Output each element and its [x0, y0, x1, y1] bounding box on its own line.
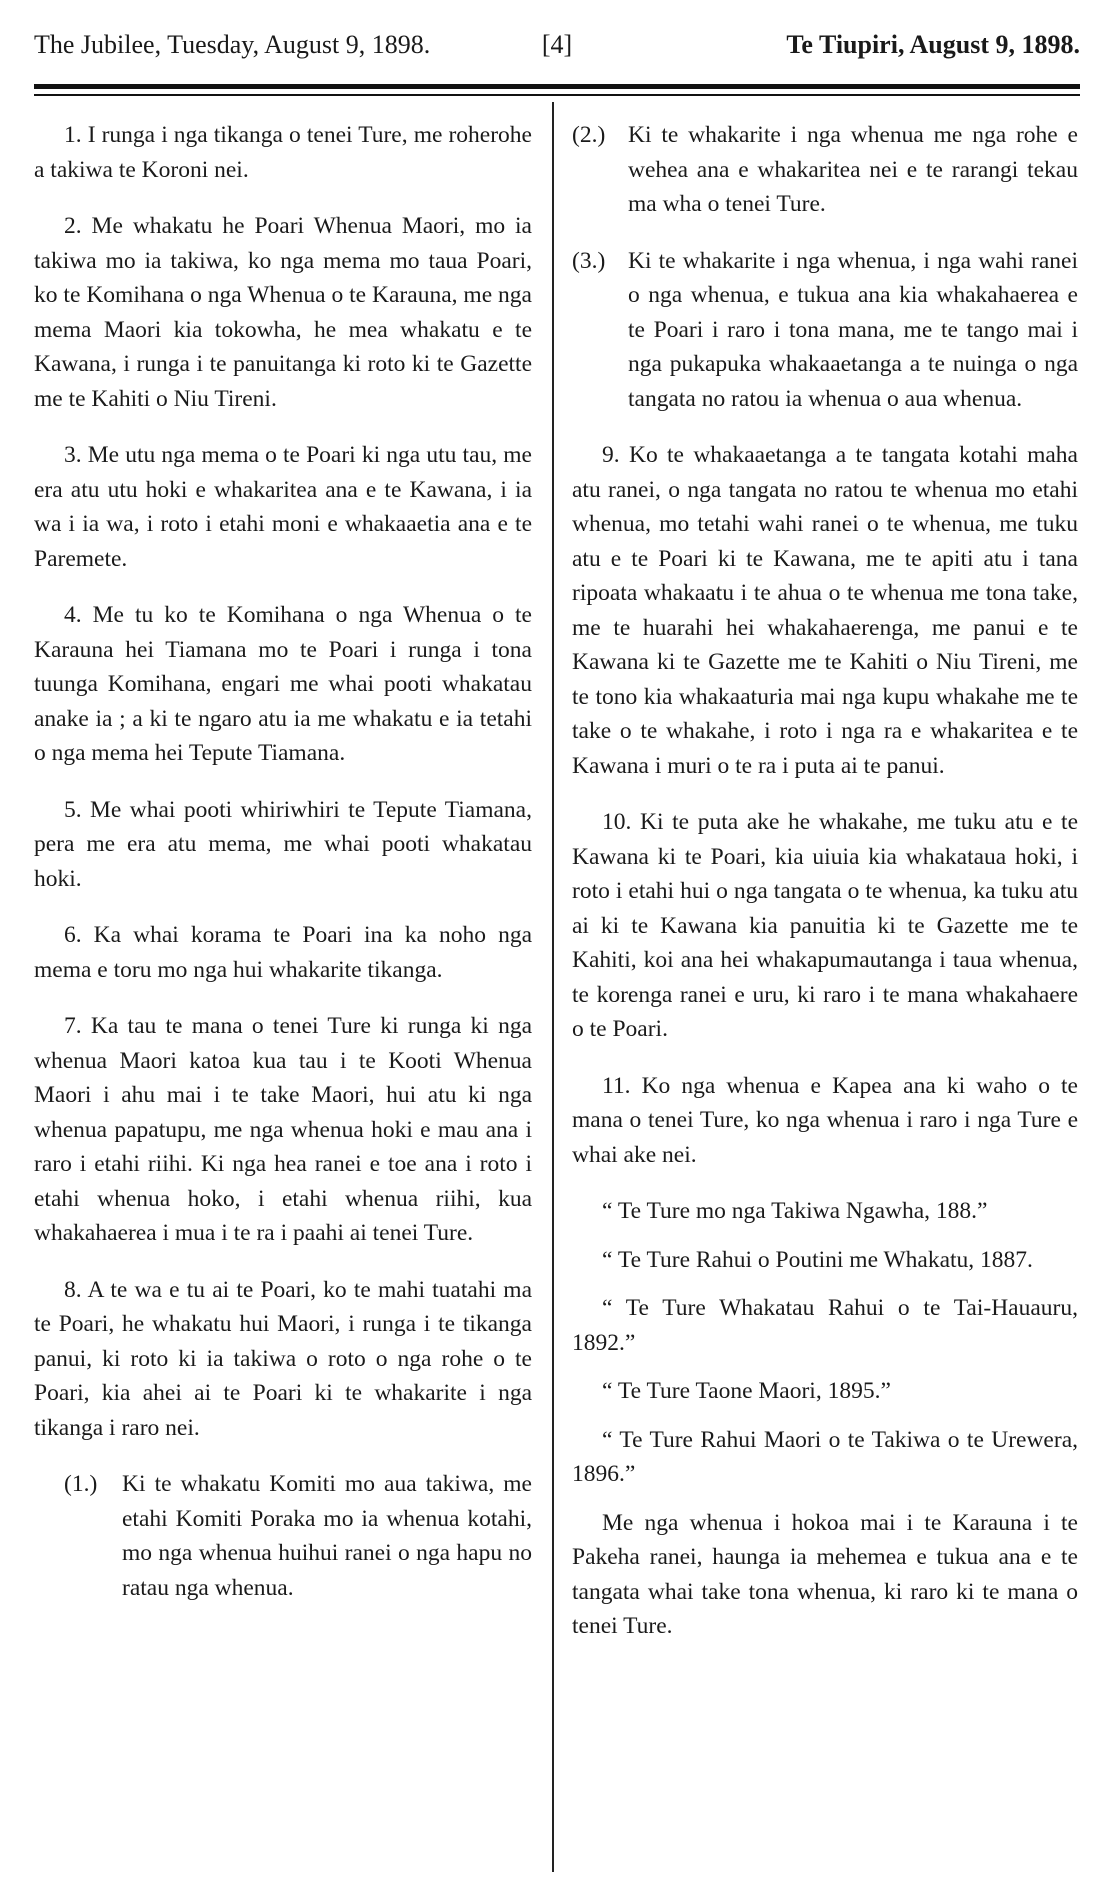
clause-3: 3. Me utu nga mema o te Poari ki nga utu tau, me era atu utu hoki e whakaritea ana e te Kawana, i ia wa i ia wa, i roto i etahi moni e whakaaetia ana e te Paremete.: [34, 442, 532, 572]
clause-7: 7. Ka tau te mana o tenei Ture ki runga ki nga whenua Maori katoa kua tau i te Kooti Whenua Maori i ahu mai i te take Maori, hui atu ki nga whenua papatupu, me nga whenua hoki e mau ana i raro i etahi riihi. Ki nga hea ranei e toe ana i roto i etahi whenua hoko, i etahi whenua riihi, kua whakahaerea i mua i te ra i paahi ai tenei Ture.: [34, 1013, 532, 1246]
quote-4: “ Te Ture Taone Maori, 1895.”: [602, 1378, 891, 1404]
right-column: [572, 118, 1078, 1666]
quote-5: “ Te Ture Rahui Maori o te Takiwa o te Urewera, 1896.”: [572, 1426, 1078, 1487]
quote-1: “ Te Ture mo nga Takiwa Ngawha, 188.”: [602, 1198, 988, 1224]
subclause-number: (1.): [64, 1471, 98, 1497]
clause-5: 5. Me whai pooti whiriwhiri te Tepute Tiamana, pera me era atu mema, me whai pooti whakatau hoki.: [34, 796, 532, 892]
closing-paragraph: Me nga whenua i hokoa mai i te Karauna i te Pakeha ranei, haunga ia mehemea e tukua ana e te tangata whai take tona whenua, ki raro ki te mana o tenei Ture.: [572, 1509, 1078, 1639]
header-rule-thick: [34, 84, 1080, 89]
subclause-text: Ki te whakatu Komiti mo aua takiwa, me etahi Komiti Poraka mo ia whenua kotahi, mo nga whenua huihui ranei o nga hapu no ratau nga whenua.: [122, 1471, 532, 1601]
left-column: [34, 118, 532, 1627]
quote-2: “ Te Ture Rahui o Poutini me Whakatu, 1887.: [602, 1246, 1033, 1273]
subclause-number: (3.): [572, 247, 606, 274]
clause-11: 11. Ko nga whenua e Kapea ana ki waho o te mana o tenei Ture, ko nga whenua i raro i nga Ture e whai ake nei.: [572, 1072, 1078, 1168]
header-right-title: Te Tiupiri, August 9, 1898.: [786, 30, 1080, 59]
header-left-title: The Jubilee, Tuesday, August 9, 1898.: [34, 30, 431, 59]
subclause-3: [572, 244, 1078, 417]
subclause-text: Ki te whakarite i nga whenua, i nga wahi ranei o nga whenua, e tukua ana kia whakahaerea e te Poari i raro i tona mana, me te tango mai i nga pukapuka whakaaetanga a te nuinga o nga tangata no ratou ia whenua o aua whenua.: [628, 247, 1078, 412]
clause-1: 1. I runga i nga tikanga o tenei Ture, me roherohe a takiwa te Koroni nei.: [34, 122, 532, 183]
clause-10: 10. Ki te puta ake he whakahe, me tuku atu e te Kawana ki te Poari, kia uiuia kia whakataua hoki, i roto i etahi hui o nga tangata o te whenua, ka tuku atu ai ki te Kawana kia panuitia ki te Gazette me te Kahiti, koi ana hei whakapumautanga i taua whenua, te korenga ranei e uru, ki raro i te mana whakahaere o te Poari.: [572, 809, 1078, 1042]
header-rule-thin: [34, 94, 1080, 96]
subclause-1: [64, 1467, 532, 1605]
page-number: [4]: [541, 30, 573, 59]
subclause-2: [572, 118, 1078, 222]
clause-8: 8. A te wa e tu ai te Poari, ko te mahi tuatahi ma te Poari, he whakatu hui Maori, i runga i te tikanga panui, ki roto ki ia takiwa o roto o nga rohe o te Poari, kia ahei ai te Poari ki te whakarite i nga tikanga i raro nei.: [34, 1276, 532, 1441]
subclause-text: Ki te whakarite i nga whenua me nga rohe e wehea ana e whakaritea nei e te rarangi tekau ma wha o tenei Ture.: [628, 122, 1078, 217]
subclause-number: (2.): [572, 122, 606, 148]
page-header: [34, 30, 1080, 70]
clause-4: 4. Me tu ko te Komihana o nga Whenua o te Karauna hei Tiamana mo te Poari i runga i tona tuunga Komihana, engari me whai pooti whakatau anake ia ; a ki te ngaro atu ia me whakatu e ia tetahi o nga mema hei Tepute Tiamana.: [34, 602, 532, 766]
clause-2: 2. Me whakatu he Poari Whenua Maori, mo ia takiwa mo ia takiwa, ko nga mema mo taua Poari, ko te Komihana o nga Whenua o te Karauna, me nga mema Maori kia tokowha, he mea whakatu e te Kawana, i runga i te panuitanga ki roto ki te Gazette me te Kahiti o Niu Tireni.: [34, 213, 532, 412]
quote-3: “ Te Ture Whakatau Rahui o te Tai-Hauauru, 1892.”: [572, 1295, 1078, 1356]
column-divider: [552, 102, 554, 1872]
clause-9: 9. Ko te whakaaetanga a te tangata kotahi maha atu ranei, o nga tangata no ratou te whenua mo etahi whenua, mo tetahi wahi ranei o te whenua, me tuku atu e te Poari ki te Kawana, me te apiti atu i tana ripoata whakaatu i te ahua o te whenua me tona take, me te huarahi hei whakahaerenga, me panui e te Kawana ki te Gazette me te Kahiti o Niu Tireni, me te tono kia whakaaturia mai nga kupu whakahe me te take o te whakahe, i roto i nga ra e whakaritea e te Kawana i muri o te ra i puta ai te panui.: [572, 442, 1078, 779]
clause-6: 6. Ka whai korama te Poari ina ka noho nga mema e toru mo nga hui whakarite tikanga.: [34, 922, 532, 983]
